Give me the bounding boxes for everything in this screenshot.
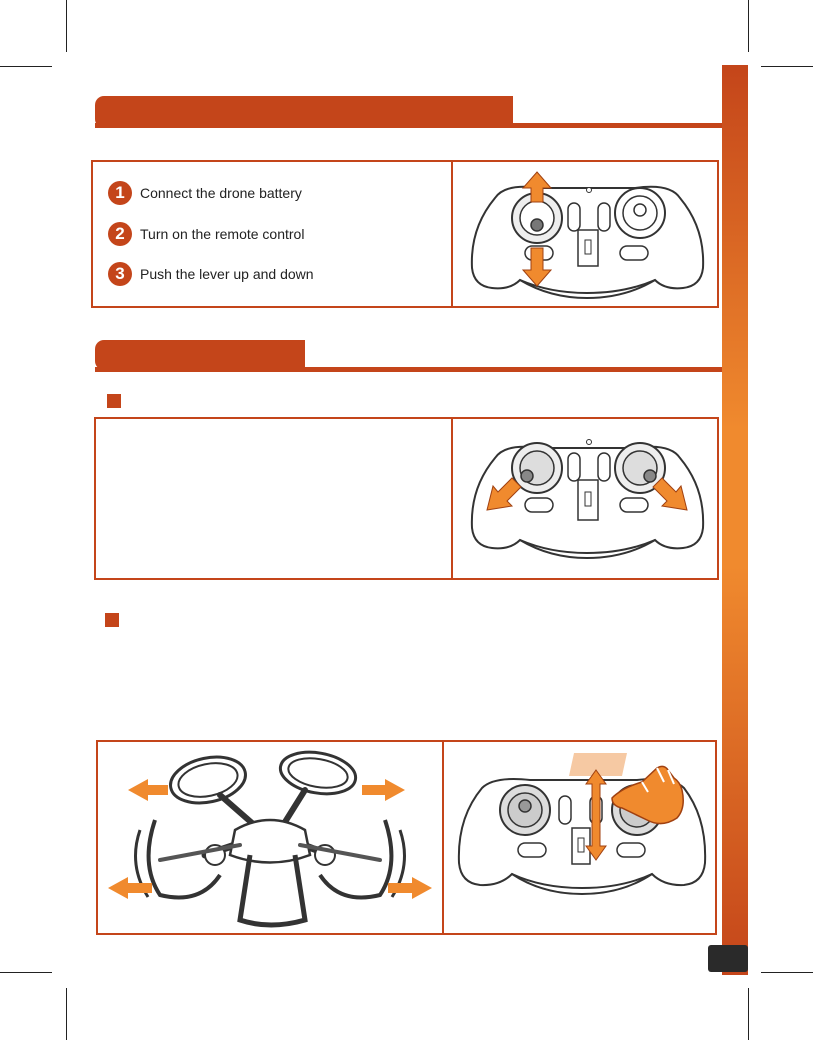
crop-mark bbox=[748, 0, 749, 52]
crop-mark bbox=[66, 988, 67, 1040]
crop-mark bbox=[748, 988, 749, 1040]
crop-mark bbox=[761, 972, 813, 973]
crop-mark bbox=[0, 972, 52, 973]
step-number: 3 bbox=[108, 262, 132, 286]
step-number: 1 bbox=[108, 181, 132, 205]
side-bar bbox=[722, 65, 748, 975]
remote-control-icon bbox=[465, 168, 710, 303]
step-text: Connect the drone battery bbox=[140, 185, 302, 201]
crop-mark bbox=[761, 66, 813, 67]
step-3 bbox=[108, 262, 314, 286]
bullet-square bbox=[105, 613, 119, 627]
step-1 bbox=[108, 181, 302, 205]
step-text: Turn on the remote control bbox=[140, 226, 305, 242]
crop-mark bbox=[66, 0, 67, 52]
section-header-line-2 bbox=[95, 367, 722, 372]
page-number-tab bbox=[708, 945, 748, 972]
crop-mark bbox=[0, 66, 52, 67]
bullet-square bbox=[107, 394, 121, 408]
remote-control-icon bbox=[452, 748, 710, 928]
step-number: 2 bbox=[108, 222, 132, 246]
step-2 bbox=[108, 222, 304, 246]
box-divider bbox=[451, 160, 453, 308]
section-header-line-1 bbox=[95, 123, 722, 128]
box-divider bbox=[442, 740, 444, 935]
drone-icon bbox=[100, 745, 440, 930]
box-divider bbox=[451, 417, 453, 580]
step-text: Push the lever up and down bbox=[140, 266, 314, 282]
section-header-2 bbox=[95, 340, 305, 370]
remote-control-icon bbox=[465, 428, 710, 563]
